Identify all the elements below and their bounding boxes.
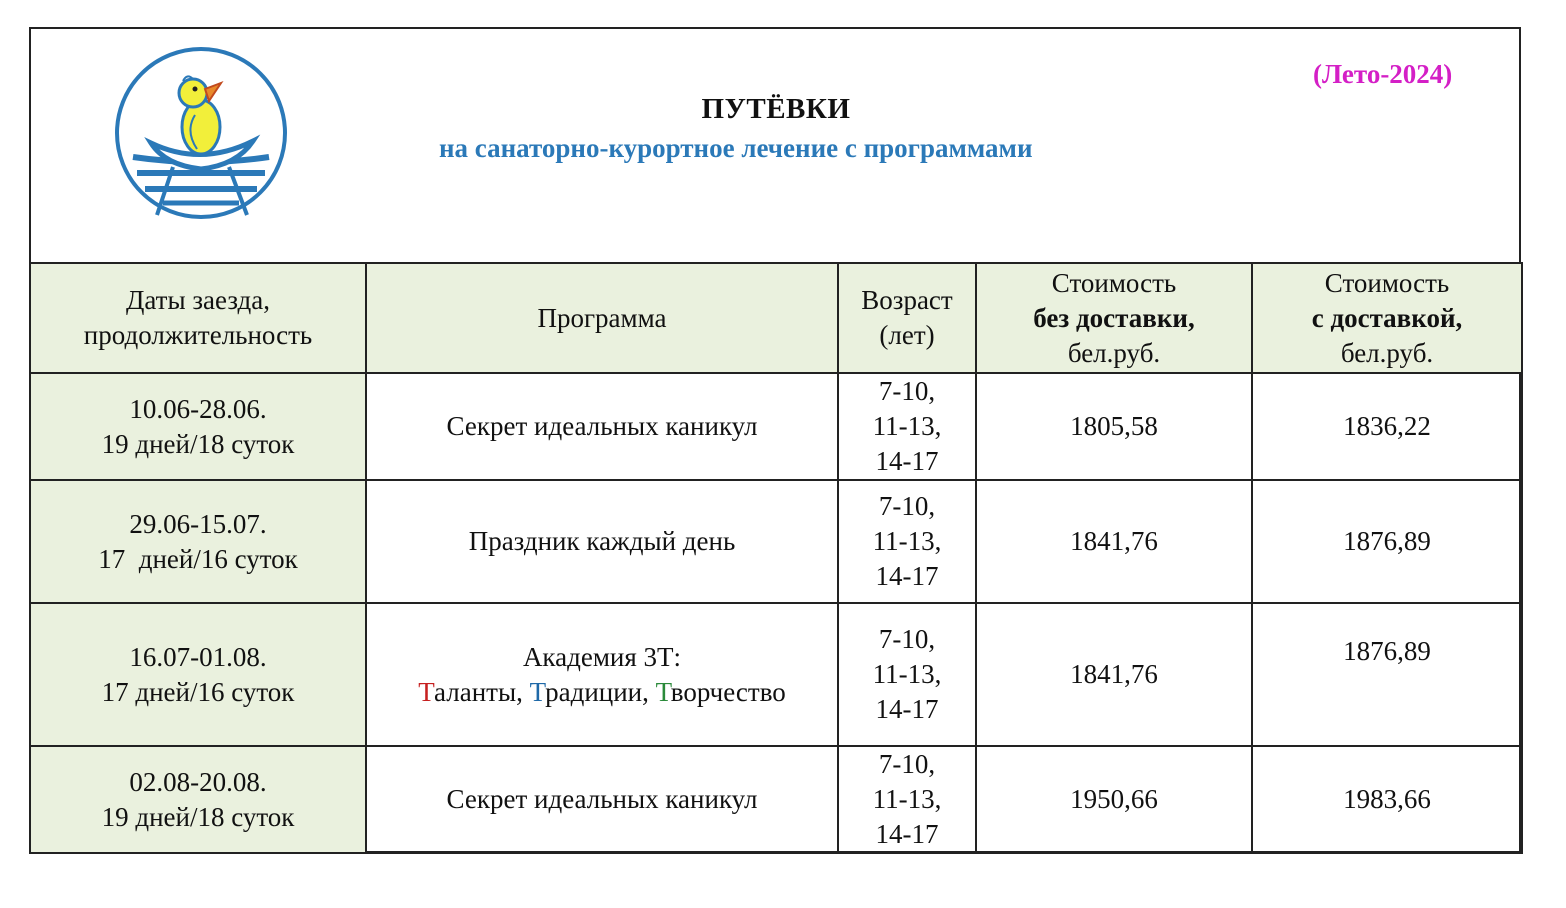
page-title: ПУТЁВКИ: [701, 93, 851, 125]
age-cell: 7-10, 11-13, 14-17: [838, 480, 976, 603]
dates-cell: 29.06-15.07. 17 дней/16 суток: [30, 480, 366, 603]
price-no-delivery-cell: 1950,66: [976, 746, 1252, 853]
program-cell: Праздник каждый день: [366, 480, 838, 603]
dates-cell: 10.06-28.06. 19 дней/18 суток: [30, 373, 366, 480]
table-header-row: [30, 263, 1522, 373]
price-delivery-cell: 1836,22: [1252, 373, 1522, 480]
sheet-header: [31, 29, 1519, 263]
age-cell: 7-10, 11-13, 14-17: [838, 603, 976, 746]
header-age: Возраст (лет): [838, 263, 976, 373]
table-row: [30, 480, 1522, 603]
table-row: [30, 746, 1522, 853]
program-cell: Академия 3Т: Таланты, Традиции, Творчество: [366, 603, 838, 746]
header-price-no-delivery: Стоимость без доставки, бел.руб.: [976, 263, 1252, 373]
price-no-delivery-cell: 1841,76: [976, 480, 1252, 603]
age-cell: 7-10, 11-13, 14-17: [838, 373, 976, 480]
program-cell: Секрет идеальных каникул: [366, 746, 838, 853]
price-delivery-cell: 1876,89: [1252, 480, 1522, 603]
table-row: [30, 603, 1522, 746]
price-no-delivery-cell: 1805,58: [976, 373, 1252, 480]
age-cell: 7-10, 11-13, 14-17: [838, 746, 976, 853]
season-label: (Лето-2024): [1313, 59, 1453, 89]
price-sheet: [29, 27, 1521, 853]
header-dates: Даты заезда, продолжительность: [30, 263, 366, 373]
dates-cell: 16.07-01.08. 17 дней/16 суток: [30, 603, 366, 746]
voucher-table: [29, 262, 1523, 854]
price-delivery-cell: 1983,66: [1252, 746, 1522, 853]
dates-cell: 02.08-20.08. 19 дней/18 суток: [30, 746, 366, 853]
table-row: [30, 373, 1522, 480]
page-subtitle: на санаторно-курортное лечение с программами: [439, 133, 1033, 163]
program-cell: Секрет идеальных каникул: [366, 373, 838, 480]
price-delivery-cell: 1876,89: [1252, 603, 1522, 746]
price-no-delivery-cell: 1841,76: [976, 603, 1252, 746]
header-program: Программа: [366, 263, 838, 373]
bird-in-nest-logo-icon: [113, 45, 289, 221]
program-subtitle: Таланты, Традиции, Творчество: [418, 676, 786, 707]
header-price-delivery: Стоимость с доставкой, бел.руб.: [1252, 263, 1522, 373]
